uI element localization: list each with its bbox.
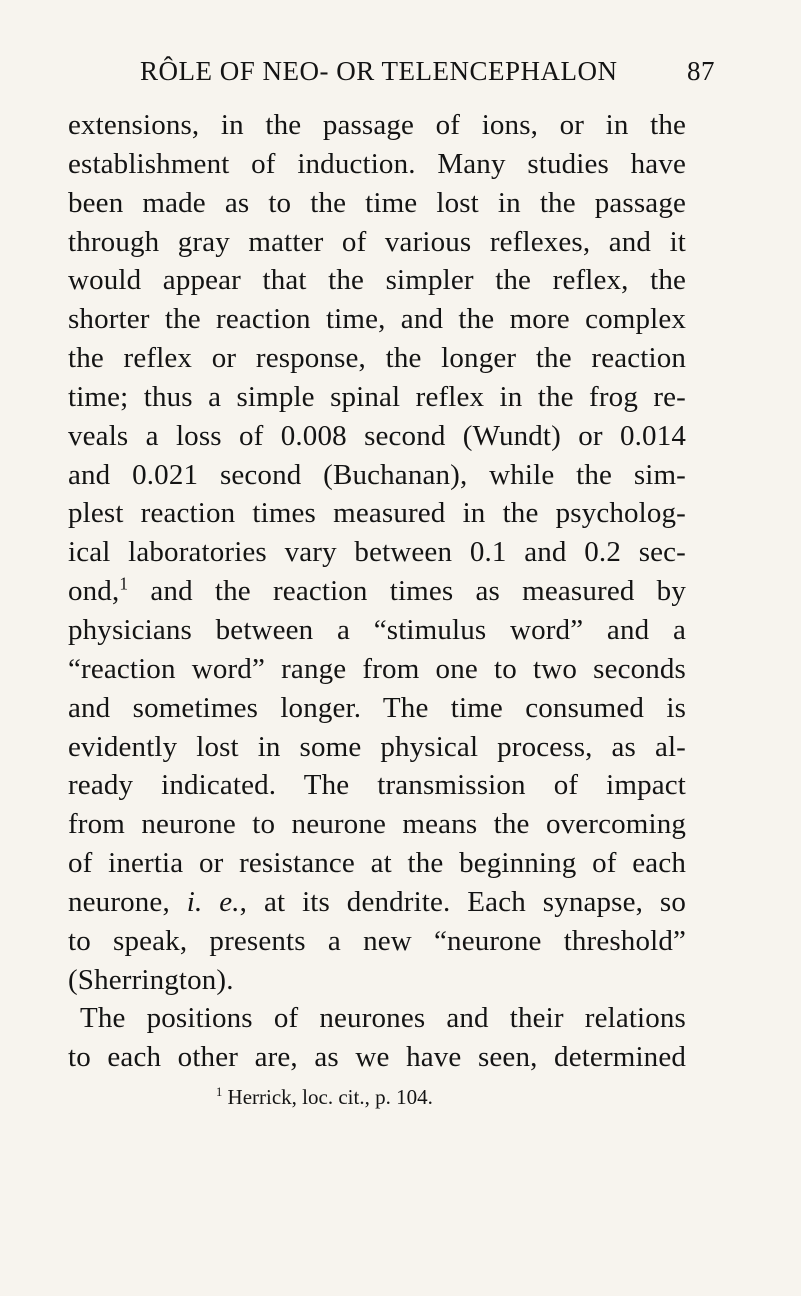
page-number: 87 [687, 56, 715, 86]
text-line: and sometimes longer. The time consumed is [68, 691, 686, 724]
footnote [216, 1085, 433, 1110]
text-line: to speak, presents a new “neurone threshold” [68, 924, 686, 957]
text-line: from neurone to neurone means the overcoming [68, 808, 686, 841]
text-line: “reaction word” range from one to two seconds [68, 652, 686, 685]
text-line-with-italic [68, 883, 686, 922]
text-fragment: and the reaction times as measured by [128, 575, 686, 608]
text-line: shorter the reaction time, and the more complex [68, 303, 686, 336]
text-line-with-footnote-mark [68, 572, 686, 611]
text-line: the reflex or response, the longer the reaction [68, 342, 686, 375]
footnote-text: Herrick, loc. cit., p. 104. [222, 1085, 433, 1109]
text-line: time; thus a simple spinal reflex in the frog re- [68, 380, 686, 413]
text-fragment: ond, [68, 575, 120, 608]
footnote-reference: 1 [119, 573, 129, 594]
text-fragment: , at its dendrite. Each synapse, so [239, 885, 686, 918]
text-line: evidently lost in some physical process, as al- [68, 730, 686, 763]
text-line: plest reaction times measured in the psycholog- [68, 497, 686, 530]
footnote-mark: 1 [216, 1085, 223, 1099]
text-line: ready indicated. The transmission of impact [68, 769, 686, 802]
text-line: been made as to the time lost in the passage [68, 186, 686, 219]
text-line: veals a loss of 0.008 second (Wundt) or 0.014 [68, 419, 686, 452]
text-line: would appear that the simpler the reflex, the [68, 264, 686, 297]
text-line: to each other are, as we have seen, determined [68, 1041, 686, 1074]
text-line: physicians between a “stimulus word” and a [68, 613, 686, 646]
body-text [68, 106, 686, 1077]
text-line: of inertia or resistance at the beginning of each [68, 847, 686, 880]
italic-abbreviation: i. e. [186, 885, 240, 918]
text-line: through gray matter of various reflexes, and it [68, 225, 686, 258]
running-head-title: RÔLE OF NEO- OR TELENCEPHALON [140, 56, 618, 86]
text-line: establishment of induction. Many studies have [68, 147, 686, 180]
text-fragment: neurone, [68, 885, 187, 918]
text-line: extensions, in the passage of ions, or in the [68, 109, 686, 141]
text-line: and 0.021 second (Buchanan), while the sim- [68, 458, 686, 491]
text-line: ical laboratories vary between 0.1 and 0.2 sec- [68, 536, 686, 569]
text-line: The positions of neurones and their relations [80, 1002, 686, 1035]
running-head [140, 56, 715, 96]
text-line: (Sherrington). [68, 963, 234, 996]
